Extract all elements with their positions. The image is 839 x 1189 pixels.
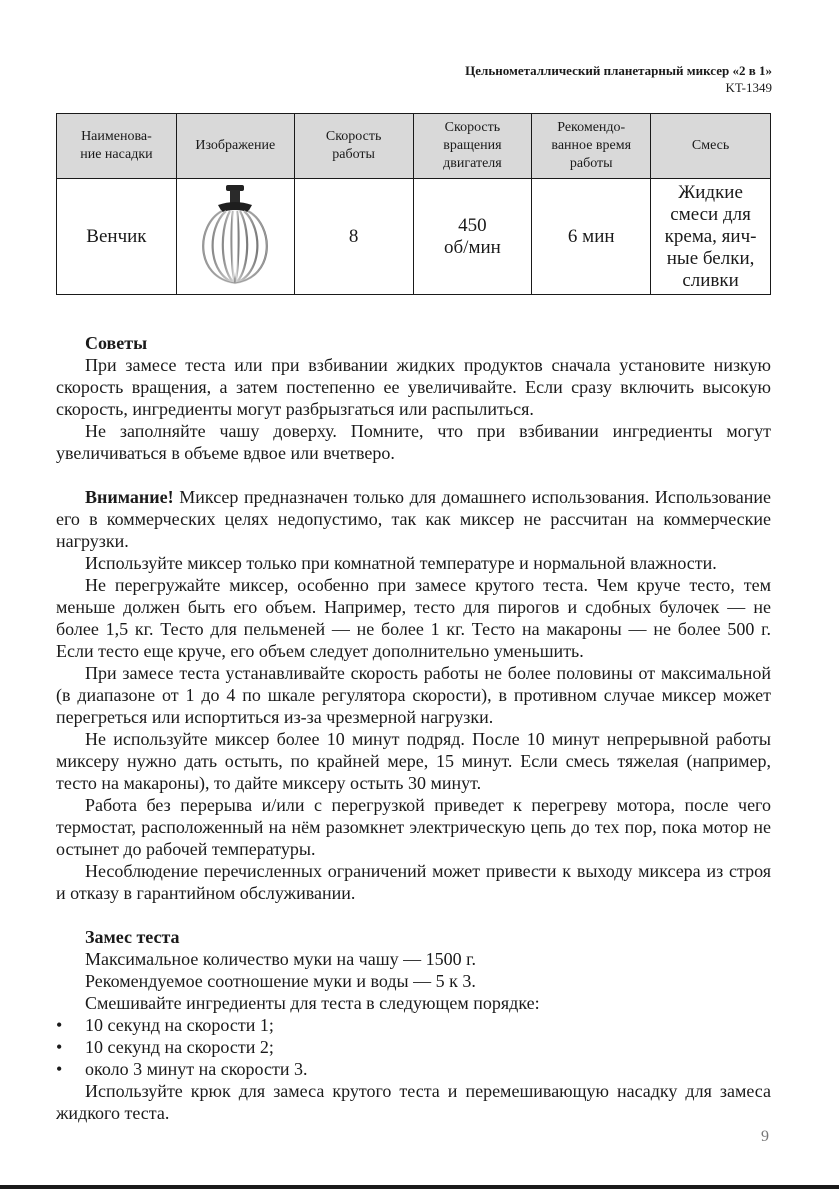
- bullet-icon: •: [56, 1059, 63, 1079]
- header-image: Изображение: [176, 114, 294, 179]
- warning-paragraph-6: Работа без перерыва и/или с перегрузкой приведет к перегреву мотора, после чего термостат, расположенный на нём разомкнет электрическую цепь до тех пор, пока мотор не остынет до рабочей температуры.: [56, 795, 771, 859]
- attachment-table: [56, 113, 771, 295]
- bullet-icon: •: [56, 1015, 63, 1035]
- header-speed: Скорость работы: [294, 114, 413, 179]
- bottom-rule: [0, 1185, 839, 1189]
- warning-paragraph-7: Несоблюдение перечисленных ограничений может привести к выходу миксера из строя и отказу в гарантийном обслуживании.: [56, 861, 771, 903]
- list-item-text: около 3 минут на скорости 3.: [85, 1059, 308, 1079]
- warning-label: Внимание!: [85, 487, 174, 507]
- tips-paragraph-2: Не заполняйте чашу доверху. Помните, что при взбивании ингредиенты могут увеличиваться в объеме вдвое или вчетверо.: [56, 421, 771, 463]
- warning-paragraph-2: Используйте миксер только при комнатной температуре и нормальной влажности.: [85, 553, 717, 573]
- dough-line-3: Смешивайте ингредиенты для теста в следующем порядке:: [85, 993, 540, 1013]
- tips-paragraph-1: При замесе теста или при взбивании жидких продуктов сначала установите низкую скорость вращения, а затем постепенно ее увеличивайте. Если сразу включить высокую скорость, ингредиенты могут разбрызгаться или распылиться.: [56, 355, 771, 419]
- cell-image: [176, 179, 294, 295]
- dough-last-paragraph: Используйте крюк для замеса крутого теста и перемешивающую насадку для замеса жидкого теста.: [56, 1081, 771, 1123]
- cell-speed: 8: [294, 179, 413, 295]
- header-time: Рекомендо- ванное время работы: [532, 114, 651, 179]
- document-title: Цельнометаллический планетарный миксер «2 в 1»: [465, 63, 772, 78]
- tips-heading: Советы: [85, 333, 148, 353]
- warning-paragraph-5: Не используйте миксер более 10 минут подряд. После 10 минут непрерывной работы миксеру нужно дать остыть, по крайней мере, 15 минут. Если смесь тяжелая (например, тесто на макароны), то дайте миксеру остыть 30 минут.: [56, 729, 771, 793]
- cell-mix: Жидкие смеси для крема, яич- ные белки, сливки: [651, 179, 771, 295]
- cell-name: Венчик: [57, 179, 177, 295]
- list-item: [56, 1014, 771, 1036]
- bullet-icon: •: [56, 1037, 63, 1057]
- model-number: KT-1349: [725, 80, 772, 95]
- warning-paragraph-1: [56, 486, 771, 552]
- list-item: [56, 1058, 771, 1080]
- dough-heading: Замес теста: [85, 927, 180, 947]
- dough-line-1: Максимальное количество муки на чашу — 1500 г.: [85, 949, 476, 969]
- warning-text: Миксер предназначен только для домашнего использования. Использование его в коммерческих целях недопустимо, так как миксер не рассчитан на коммерческие нагрузки.: [56, 487, 771, 551]
- warning-paragraph-4: При замесе теста устанавливайте скорость работы не более половины от максимальной (в диапазоне от 1 до 4 по шкале регулятора скорости), в противном случае миксер может перегреться или испортиться из-за чрезмерной нагрузки.: [56, 663, 771, 727]
- page-number: 9: [761, 1128, 769, 1145]
- cell-time: 6 мин: [532, 179, 651, 295]
- header-name: Наименова- ние насадки: [57, 114, 177, 179]
- cell-motor-speed: 450 об/мин: [413, 179, 532, 295]
- header-mix: Смесь: [651, 114, 771, 179]
- table-row: [57, 179, 771, 295]
- page-content: [56, 332, 771, 1124]
- dough-line-2: Рекомендуемое соотношение муки и воды — 5 к 3.: [85, 971, 476, 991]
- list-item: [56, 1036, 771, 1058]
- list-item-text: 10 секунд на скорости 1;: [85, 1015, 274, 1035]
- warning-paragraph-3: Не перегружайте миксер, особенно при замесе крутого теста. Чем круче тесто, тем меньше должен быть его объем. Например, тесто для пирогов и сдобных булочек — не более 1,5 кг. Тесто для пельменей — не более 1 кг. Тесто на макароны — не более 500 г. Если тесто еще круче, его объем следует дополнительно уменьшить.: [56, 575, 771, 661]
- table-header-row: [57, 114, 771, 179]
- whisk-icon: [188, 185, 282, 289]
- list-item-text: 10 секунд на скорости 2;: [85, 1037, 274, 1057]
- header-motor-speed: Скорость вращения двигателя: [413, 114, 532, 179]
- page-header: [465, 62, 772, 96]
